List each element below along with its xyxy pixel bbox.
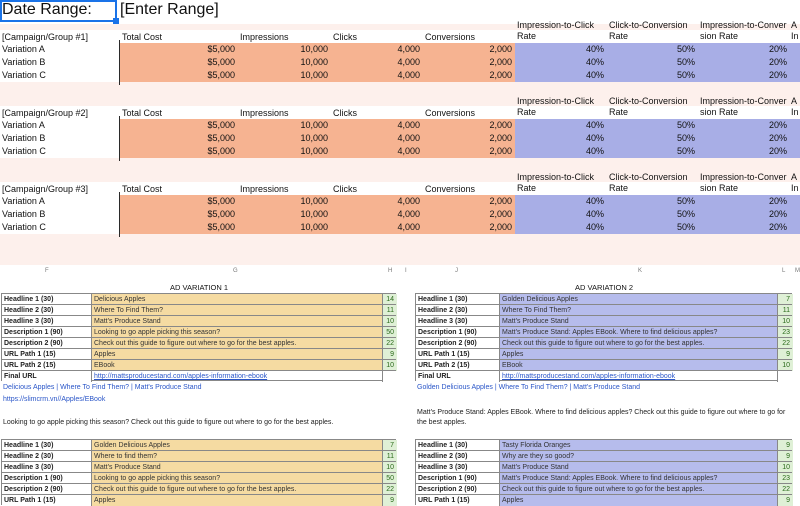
selection-fill-handle[interactable] bbox=[113, 18, 119, 24]
column-letter: G bbox=[233, 268, 238, 274]
i2conv-cell[interactable]: 20% bbox=[698, 221, 790, 234]
header-impressions[interactable]: Impressions bbox=[240, 184, 289, 194]
table-row bbox=[0, 145, 800, 158]
variation-label[interactable]: Variation C bbox=[2, 70, 46, 80]
cost-cell[interactable]: $5,000 bbox=[119, 195, 238, 208]
header-total-cost[interactable]: Total Cost bbox=[122, 108, 163, 118]
i2conv-cell[interactable]: 20% bbox=[698, 132, 790, 145]
conversions-cell[interactable]: 2,000 bbox=[423, 145, 515, 158]
i2c-cell[interactable]: 40% bbox=[515, 56, 607, 69]
impressions-cell[interactable]: 10,000 bbox=[238, 69, 331, 82]
impressions-cell[interactable]: 10,000 bbox=[238, 56, 331, 69]
char-count: 7 bbox=[777, 294, 793, 305]
table-row bbox=[1, 315, 396, 326]
field-label: Description 2 (90) bbox=[416, 484, 500, 495]
table-row bbox=[1, 359, 396, 370]
extra-cell[interactable] bbox=[790, 145, 800, 158]
conversions-cell[interactable]: 2,000 bbox=[423, 119, 515, 132]
campaign-block-3 bbox=[0, 172, 800, 237]
c2c-cell[interactable]: 50% bbox=[607, 43, 698, 56]
char-count: 50 bbox=[382, 327, 397, 338]
conversions-cell[interactable]: 2,000 bbox=[423, 208, 515, 221]
table-row bbox=[415, 326, 792, 337]
field-label: Description 2 (90) bbox=[2, 338, 92, 349]
table-row bbox=[0, 221, 800, 234]
cost-cell[interactable]: $5,000 bbox=[119, 43, 238, 56]
table-row bbox=[1, 483, 396, 494]
header-impressions[interactable]: Impressions bbox=[240, 108, 289, 118]
clicks-cell[interactable]: 4,000 bbox=[331, 56, 423, 69]
char-count bbox=[777, 371, 793, 382]
variation-label[interactable]: Variation B bbox=[2, 133, 46, 143]
ad-2-preview-description: Matt's Produce Stand: Apples EBook. Where to find delicious apples? Check out this guide to figure out where to go for the best apples. bbox=[417, 409, 786, 426]
column-letter: L bbox=[782, 268, 786, 274]
variation-label[interactable]: Variation B bbox=[2, 57, 46, 67]
cost-cell[interactable]: $5,000 bbox=[119, 221, 238, 234]
ad-variation-2-title: AD VARIATION 2 bbox=[575, 283, 634, 292]
table-row bbox=[1, 326, 396, 337]
char-count: 23 bbox=[777, 327, 793, 338]
header-extra[interactable]: A In bbox=[791, 96, 799, 117]
clicks-cell[interactable]: 4,000 bbox=[331, 132, 423, 145]
campaign-block-2 bbox=[0, 96, 800, 161]
field-label: Headline 2 (30) bbox=[416, 305, 500, 316]
campaign-name[interactable]: [Campaign/Group #3] bbox=[2, 184, 89, 194]
i2conv-cell[interactable]: 20% bbox=[698, 56, 790, 69]
table-row bbox=[1, 472, 396, 483]
field-label: URL Path 1 (15) bbox=[2, 495, 92, 506]
i2conv-cell[interactable]: 20% bbox=[698, 195, 790, 208]
field-label: URL Path 1 (15) bbox=[416, 349, 500, 360]
date-range-label[interactable]: Date Range: bbox=[2, 1, 92, 18]
extra-cell[interactable] bbox=[790, 132, 800, 145]
table-row bbox=[415, 293, 792, 304]
table-row bbox=[415, 472, 792, 483]
char-count: 11 bbox=[777, 305, 793, 316]
i2conv-cell[interactable]: 20% bbox=[698, 145, 790, 158]
cost-cell[interactable]: $5,000 bbox=[119, 69, 238, 82]
char-count: 10 bbox=[382, 316, 397, 327]
grid-line bbox=[119, 116, 120, 161]
variation-label[interactable]: Variation A bbox=[2, 44, 45, 54]
field-value[interactable]: Matt's Produce Stand bbox=[92, 316, 382, 327]
char-count: 50 bbox=[382, 473, 397, 484]
table-row bbox=[415, 370, 792, 381]
field-value[interactable]: Apples bbox=[92, 495, 382, 506]
table-row bbox=[415, 461, 792, 472]
impressions-cell[interactable]: 10,000 bbox=[238, 221, 331, 234]
table-row bbox=[415, 337, 792, 348]
ad-variation-1-title: AD VARIATION 1 bbox=[170, 283, 229, 292]
i2c-cell[interactable]: 40% bbox=[515, 208, 607, 221]
field-value[interactable]: Matt's Produce Stand bbox=[92, 462, 382, 473]
field-value[interactable]: Apples bbox=[500, 349, 777, 360]
grid-line bbox=[119, 192, 120, 237]
impressions-cell[interactable]: 10,000 bbox=[238, 132, 331, 145]
header-impression-to-conversion[interactable]: Impression-to-Conver sion Rate bbox=[700, 96, 787, 117]
field-value[interactable]: Check out this guide to figure out where to go for the best apples. bbox=[500, 484, 777, 495]
field-value[interactable]: Matt's Produce Stand bbox=[500, 462, 777, 473]
campaign-name[interactable]: [Campaign/Group #2] bbox=[2, 108, 89, 118]
conversions-cell[interactable]: 2,000 bbox=[423, 56, 515, 69]
field-label: Headline 1 (30) bbox=[2, 440, 92, 451]
table-row bbox=[1, 304, 396, 315]
table-row bbox=[415, 315, 792, 326]
date-range-value[interactable]: [Enter Range] bbox=[120, 1, 219, 18]
char-count: 9 bbox=[777, 495, 793, 506]
field-label: URL Path 2 (15) bbox=[416, 360, 500, 371]
char-count: 10 bbox=[777, 360, 793, 371]
field-label: Final URL bbox=[416, 371, 500, 382]
c2c-cell[interactable]: 50% bbox=[607, 221, 698, 234]
clicks-cell[interactable]: 4,000 bbox=[331, 69, 423, 82]
variation-label[interactable]: Variation B bbox=[2, 209, 46, 219]
char-count: 11 bbox=[382, 451, 397, 462]
field-label: URL Path 1 (15) bbox=[2, 349, 92, 360]
i2c-cell[interactable]: 40% bbox=[515, 119, 607, 132]
variation-label[interactable]: Variation A bbox=[2, 120, 45, 130]
conversions-cell[interactable]: 2,000 bbox=[423, 132, 515, 145]
char-count: 9 bbox=[777, 349, 793, 360]
conversions-cell[interactable]: 2,000 bbox=[423, 221, 515, 234]
field-label: Description 1 (90) bbox=[416, 327, 500, 338]
header-impression-to-conversion[interactable]: Impression-to-Conver sion Rate bbox=[700, 20, 787, 41]
c2c-cell[interactable]: 50% bbox=[607, 208, 698, 221]
table-row bbox=[1, 348, 396, 359]
c2c-cell[interactable]: 50% bbox=[607, 195, 698, 208]
impressions-cell[interactable]: 10,000 bbox=[238, 208, 331, 221]
cost-cell[interactable]: $5,000 bbox=[119, 119, 238, 132]
c2c-cell[interactable]: 50% bbox=[607, 119, 698, 132]
header-conversions[interactable]: Conversions bbox=[425, 184, 476, 194]
ad-1-preview-url[interactable]: https://slimcrm.vn//Apples/EBook bbox=[3, 396, 106, 403]
field-label: Description 2 (90) bbox=[2, 484, 92, 495]
table-row bbox=[415, 439, 792, 450]
field-label: Headline 3 (30) bbox=[416, 316, 500, 327]
extra-cell[interactable] bbox=[790, 119, 800, 132]
char-count: 22 bbox=[382, 484, 397, 495]
cost-cell[interactable]: $5,000 bbox=[119, 145, 238, 158]
char-count: 7 bbox=[382, 440, 397, 451]
field-value[interactable]: Golden Delicious Apples bbox=[92, 440, 382, 451]
table-row bbox=[1, 461, 396, 472]
header-click-to-conversion[interactable]: Click-to-Conversion Rate bbox=[609, 20, 688, 41]
char-count: 10 bbox=[777, 316, 793, 327]
char-count: 10 bbox=[382, 462, 397, 473]
header-conversions[interactable]: Conversions bbox=[425, 32, 476, 42]
column-letter: H bbox=[388, 268, 393, 274]
table-row bbox=[415, 348, 792, 359]
clicks-cell[interactable]: 4,000 bbox=[331, 221, 423, 234]
i2conv-cell[interactable]: 20% bbox=[698, 119, 790, 132]
variation-label[interactable]: Variation C bbox=[2, 146, 46, 156]
clicks-cell[interactable]: 4,000 bbox=[331, 119, 423, 132]
char-count: 9 bbox=[777, 440, 793, 451]
impressions-cell[interactable]: 10,000 bbox=[238, 145, 331, 158]
char-count: 22 bbox=[382, 338, 397, 349]
header-clicks[interactable]: Clicks bbox=[333, 184, 357, 194]
field-label: Headline 2 (30) bbox=[2, 305, 92, 316]
field-label: Headline 3 (30) bbox=[416, 462, 500, 473]
column-letter: I bbox=[405, 268, 407, 274]
field-label: Headline 3 (30) bbox=[2, 462, 92, 473]
cost-cell[interactable]: $5,000 bbox=[119, 56, 238, 69]
field-value[interactable]: Looking to go apple picking this season? bbox=[92, 327, 382, 338]
c2c-cell[interactable]: 50% bbox=[607, 56, 698, 69]
i2c-cell[interactable]: 40% bbox=[515, 69, 607, 82]
table-row bbox=[0, 56, 800, 69]
ad-variation-sheet bbox=[0, 268, 800, 504]
header-impression-to-click[interactable]: Impression-to-Click Rate bbox=[517, 172, 595, 193]
clicks-cell[interactable]: 4,000 bbox=[331, 145, 423, 158]
i2c-cell[interactable]: 40% bbox=[515, 132, 607, 145]
impressions-cell[interactable]: 10,000 bbox=[238, 195, 331, 208]
impressions-cell[interactable]: 10,000 bbox=[238, 119, 331, 132]
variation-label[interactable]: Variation A bbox=[2, 196, 45, 206]
field-label: Final URL bbox=[2, 371, 92, 382]
char-count: 10 bbox=[382, 360, 397, 371]
field-label: Headline 3 (30) bbox=[2, 316, 92, 327]
field-label: Headline 2 (30) bbox=[2, 451, 92, 462]
table-row bbox=[415, 450, 792, 461]
table-row bbox=[415, 304, 792, 315]
column-letter: J bbox=[455, 268, 458, 274]
field-value[interactable]: Check out this guide to figure out where to go for the best apples. bbox=[500, 338, 777, 349]
field-value[interactable]: Check out this guide to figure out where to go for the best apples. bbox=[92, 338, 382, 349]
extra-cell[interactable] bbox=[790, 208, 800, 221]
extra-cell[interactable] bbox=[790, 69, 800, 82]
char-count: 22 bbox=[777, 484, 793, 495]
field-value[interactable]: Matt's Produce Stand: Apples EBook. Where to find delicious apples? bbox=[500, 473, 777, 484]
table-row bbox=[0, 208, 800, 221]
field-value[interactable]: Where To Find Them? bbox=[500, 305, 777, 316]
table-row bbox=[1, 370, 396, 381]
field-value[interactable]: Where To Find Them? bbox=[92, 305, 382, 316]
column-letter: K bbox=[638, 268, 643, 274]
field-label: Headline 1 (30) bbox=[416, 294, 500, 305]
field-label: Headline 2 (30) bbox=[416, 451, 500, 462]
field-value[interactable]: Apples bbox=[92, 349, 382, 360]
conversions-cell[interactable]: 2,000 bbox=[423, 195, 515, 208]
extra-cell[interactable] bbox=[790, 221, 800, 234]
field-label: Description 2 (90) bbox=[416, 338, 500, 349]
field-label: Headline 1 (30) bbox=[2, 294, 92, 305]
extra-cell[interactable] bbox=[790, 43, 800, 56]
variation-label[interactable]: Variation C bbox=[2, 222, 46, 232]
header-clicks[interactable]: Clicks bbox=[333, 32, 357, 42]
field-value[interactable]: Check out this guide to figure out where to go for the best apples. bbox=[92, 484, 382, 495]
header-conversions[interactable]: Conversions bbox=[425, 108, 476, 118]
field-label: Description 1 (90) bbox=[416, 473, 500, 484]
extra-cell[interactable] bbox=[790, 195, 800, 208]
column-letter: M bbox=[795, 268, 800, 274]
clicks-cell[interactable]: 4,000 bbox=[331, 208, 423, 221]
table-row bbox=[0, 195, 800, 208]
table-row bbox=[0, 119, 800, 132]
table-row bbox=[1, 439, 396, 450]
char-count: 9 bbox=[382, 495, 397, 506]
final-url-link[interactable]: http://mattsproducestand.com/apples-information-ebook bbox=[94, 373, 268, 380]
header-total-cost[interactable]: Total Cost bbox=[122, 32, 163, 42]
i2c-cell[interactable]: 40% bbox=[515, 145, 607, 158]
table-row bbox=[415, 483, 792, 494]
header-click-to-conversion[interactable]: Click-to-Conversion Rate bbox=[609, 96, 688, 117]
header-impression-to-conversion[interactable]: Impression-to-Conver sion Rate bbox=[700, 172, 787, 193]
column-letter: F bbox=[45, 268, 49, 274]
char-count: 14 bbox=[382, 294, 397, 305]
char-count bbox=[382, 371, 397, 382]
header-clicks[interactable]: Clicks bbox=[333, 108, 357, 118]
field-value[interactable]: Matt's Produce Stand bbox=[500, 316, 777, 327]
field-label: Description 1 (90) bbox=[2, 327, 92, 338]
field-value[interactable]: EBook bbox=[500, 360, 777, 371]
campaign-block-1 bbox=[0, 20, 800, 85]
char-count: 9 bbox=[382, 349, 397, 360]
cost-cell[interactable]: $5,000 bbox=[119, 208, 238, 221]
i2conv-cell[interactable]: 20% bbox=[698, 69, 790, 82]
campaign-name[interactable]: [Campaign/Group #1] bbox=[2, 32, 89, 42]
header-total-cost[interactable]: Total Cost bbox=[122, 184, 163, 194]
field-label: Description 1 (90) bbox=[2, 473, 92, 484]
table-row bbox=[1, 337, 396, 348]
field-value[interactable]: Looking to go apple picking this season? bbox=[92, 473, 382, 484]
field-label: Headline 1 (30) bbox=[416, 440, 500, 451]
char-count: 23 bbox=[777, 473, 793, 484]
field-value[interactable]: Apples bbox=[500, 495, 777, 506]
i2c-cell[interactable]: 40% bbox=[515, 221, 607, 234]
field-value[interactable]: Why are they so good? bbox=[500, 451, 777, 462]
i2c-cell[interactable]: 40% bbox=[515, 43, 607, 56]
clicks-cell[interactable]: 4,000 bbox=[331, 195, 423, 208]
ad-2-preview-headline[interactable]: Golden Delicious Apples | Where To Find Them? | Matt's Produce Stand bbox=[417, 384, 640, 391]
field-value[interactable]: Delicious Apples bbox=[92, 294, 382, 305]
field-label: URL Path 1 (15) bbox=[416, 495, 500, 506]
i2conv-cell[interactable]: 20% bbox=[698, 43, 790, 56]
conversions-cell[interactable]: 2,000 bbox=[423, 69, 515, 82]
table-row bbox=[0, 132, 800, 145]
header-impression-to-click[interactable]: Impression-to-Click Rate bbox=[517, 20, 595, 41]
impressions-cell[interactable]: 10,000 bbox=[238, 43, 331, 56]
field-value[interactable]: Where to find them? bbox=[92, 451, 382, 462]
table-row bbox=[0, 69, 800, 82]
i2c-cell[interactable]: 40% bbox=[515, 195, 607, 208]
final-url-link[interactable]: http://mattsproducestand.com/apples-information-ebook bbox=[502, 373, 676, 380]
header-impression-to-click[interactable]: Impression-to-Click Rate bbox=[517, 96, 595, 117]
header-extra[interactable]: A In bbox=[791, 172, 799, 193]
char-count: 11 bbox=[382, 305, 397, 316]
table-row bbox=[415, 359, 792, 370]
c2c-cell[interactable]: 50% bbox=[607, 69, 698, 82]
c2c-cell[interactable]: 50% bbox=[607, 145, 698, 158]
field-value[interactable]: Matt's Produce Stand: Apples EBook. Where to find delicious apples? bbox=[500, 327, 777, 338]
cost-cell[interactable]: $5,000 bbox=[119, 132, 238, 145]
header-click-to-conversion[interactable]: Click-to-Conversion Rate bbox=[609, 172, 688, 193]
clicks-cell[interactable]: 4,000 bbox=[331, 43, 423, 56]
header-extra[interactable]: A In bbox=[791, 20, 799, 41]
char-count: 22 bbox=[777, 338, 793, 349]
char-count: 10 bbox=[777, 462, 793, 473]
char-count: 9 bbox=[777, 451, 793, 462]
table-row bbox=[0, 43, 800, 56]
i2conv-cell[interactable]: 20% bbox=[698, 208, 790, 221]
grid-line bbox=[119, 40, 120, 85]
field-value[interactable]: Golden Delicious Apples bbox=[500, 294, 777, 305]
c2c-cell[interactable]: 50% bbox=[607, 132, 698, 145]
field-value[interactable]: EBook bbox=[92, 360, 382, 371]
ad-1-preview-headline[interactable]: Delicious Apples | Where To Find Them? | Matt's Produce Stand bbox=[3, 384, 202, 391]
field-label: URL Path 2 (15) bbox=[2, 360, 92, 371]
ad-1-preview-description: Looking to go apple picking this season? Check out this guide to figure out where to go for the best apples. bbox=[3, 419, 334, 426]
conversions-cell[interactable]: 2,000 bbox=[423, 43, 515, 56]
header-impressions[interactable]: Impressions bbox=[240, 32, 289, 42]
table-row bbox=[1, 293, 396, 304]
table-row bbox=[1, 450, 396, 461]
extra-cell[interactable] bbox=[790, 56, 800, 69]
field-value[interactable]: Tasty Florida Oranges bbox=[500, 440, 777, 451]
